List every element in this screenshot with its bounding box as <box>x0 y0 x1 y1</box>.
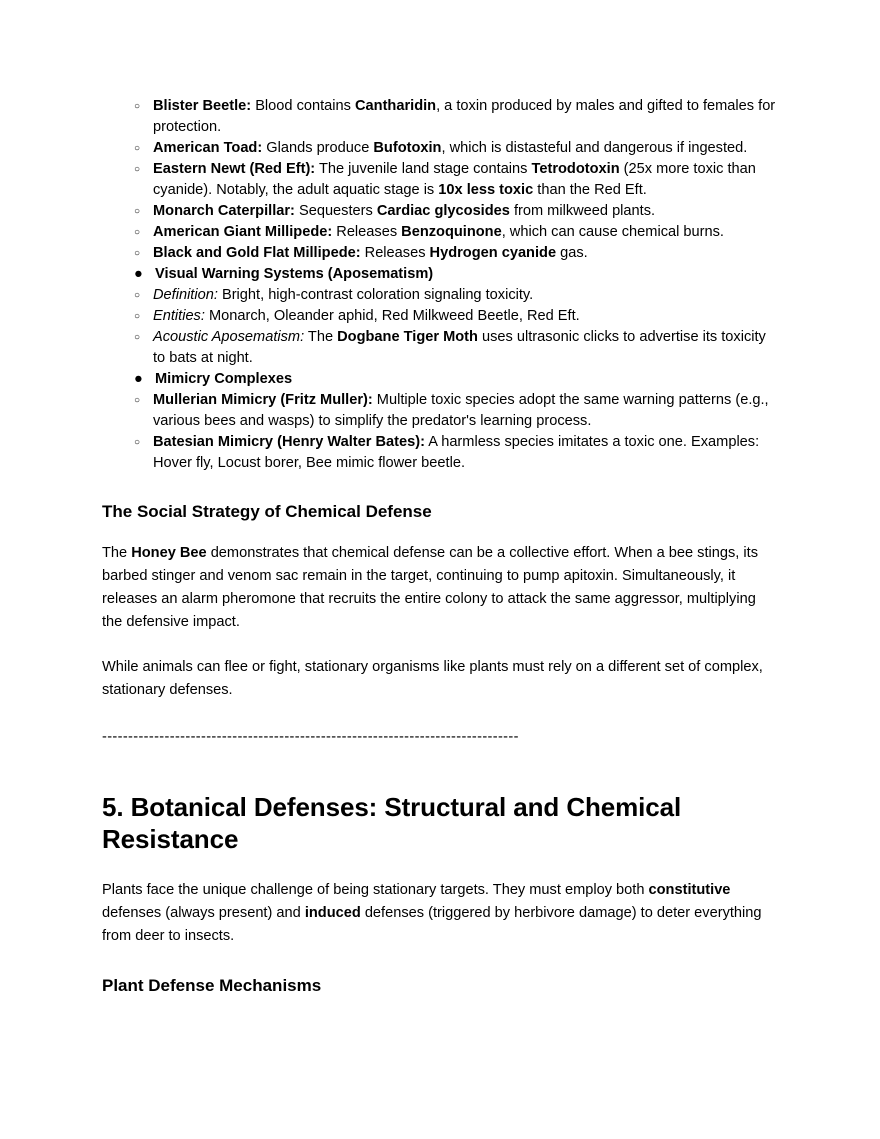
honeybee-paragraph-block <box>102 542 778 634</box>
outline-item-level1-text <box>155 369 778 390</box>
outline-item-level2-text <box>153 390 778 432</box>
text-run: Bright, high-contrast coloration signaling toxicity. <box>217 287 534 303</box>
text-run: , which can cause chemical burns. <box>501 224 724 240</box>
bold-term: Dogbane Tiger Moth <box>337 329 478 345</box>
bold-term: constitutive <box>648 882 731 898</box>
bullet-hollow-icon: ○ <box>134 164 141 175</box>
bullet-hollow-icon: ○ <box>134 332 141 343</box>
bold-term: 10x less toxic <box>438 182 534 198</box>
text-run: Multiple toxic species adopt the same warning patterns (e.g., various bees and wasps) to simplify the predator's learning process. <box>153 392 769 429</box>
outline-item-level2-text <box>153 159 778 201</box>
text-run: Blood contains <box>251 98 355 114</box>
bullet-hollow-icon: ○ <box>134 143 141 154</box>
outline-item-level2 <box>102 96 778 138</box>
outline-list <box>102 96 778 474</box>
bold-term: Visual Warning Systems (Aposematism) <box>155 266 434 282</box>
plants-intro-paragraph <box>102 879 778 948</box>
text-run: uses ultrasonic clicks to advertise its toxicity to bats at night. <box>153 329 766 366</box>
outline-item-level1 <box>102 369 778 390</box>
outline-item-level2 <box>102 285 778 306</box>
outline-item-level1-text <box>155 264 778 285</box>
text-run: While animals can flee or fight, stationary organisms like plants must rely on a different set of complex, stationary defenses. <box>102 659 763 698</box>
outline-sublist-container <box>102 390 778 474</box>
bold-term: Batesian Mimicry (Henry Walter Bates): <box>153 434 425 450</box>
bold-term: Hydrogen cyanide <box>429 245 557 261</box>
bullet-hollow-icon: ○ <box>134 395 141 406</box>
bold-term: Bufotoxin <box>373 140 442 156</box>
dashed-separator: -------------------------------------------------------------------------------- <box>102 729 519 745</box>
outline-list-container <box>102 96 778 474</box>
outline-item-level2 <box>102 243 778 264</box>
text-run: The <box>102 545 132 561</box>
plants-intro-paragraph-block <box>102 879 778 948</box>
transition-paragraph <box>102 656 778 702</box>
outline-sublist-container <box>102 285 778 369</box>
bold-term: Benzoquinone <box>401 224 502 240</box>
outline-item-level2 <box>102 306 778 327</box>
bold-term: Blister Beetle: <box>153 98 252 114</box>
bold-term: Cantharidin <box>355 98 437 114</box>
outline-item-level2 <box>102 327 778 369</box>
bullet-hollow-icon: ○ <box>134 437 141 448</box>
outline-item-level2 <box>102 138 778 159</box>
botanical-section-heading: 5. Botanical Defenses: Structural and Chemical Resistance <box>102 792 682 854</box>
outline-item-level2-text <box>153 138 778 159</box>
text-run: defenses (triggered by herbivore damage) to deter everything from deer to insects. <box>102 905 762 944</box>
bullet-hollow-icon: ○ <box>134 248 141 259</box>
section-separator-block <box>102 729 778 745</box>
outline-item-level2-text <box>153 96 778 138</box>
italic-term: Acoustic Aposematism: <box>153 329 305 345</box>
bold-term: Tetrodotoxin <box>531 161 620 177</box>
plant-mechanisms-header-block <box>102 975 778 997</box>
text-run: Monarch, Oleander aphid, Red Milkweed Beetle, Red Eft. <box>204 308 580 324</box>
text-run: The juvenile land stage contains <box>315 161 532 177</box>
bold-term: Cardiac glycosides <box>376 203 510 219</box>
bullet-filled-icon: ● <box>134 371 143 387</box>
outline-item-level2-text <box>153 432 778 474</box>
bold-term: American Giant Millipede: <box>153 224 333 240</box>
outline-item-level2 <box>102 222 778 243</box>
outline-item-level2-text <box>153 222 778 243</box>
bold-term: American Toad: <box>153 140 263 156</box>
text-run: gas. <box>556 245 588 261</box>
outline-item-level2 <box>102 201 778 222</box>
outline-sublist <box>102 96 778 264</box>
text-run: (25x more toxic than cyanide). Notably, the adult aquatic stage is <box>153 161 756 198</box>
text-run: than the Red Eft. <box>533 182 647 198</box>
outline-sublist-container <box>102 96 778 264</box>
text-run: Plants face the unique challenge of being stationary targets. They must employ both <box>102 882 649 898</box>
bold-term: Honey Bee <box>131 545 207 561</box>
bold-term: Monarch Caterpillar: <box>153 203 295 219</box>
bold-term: Mullerian Mimicry (Fritz Muller): <box>153 392 373 408</box>
text-run: A harmless species imitates a toxic one. Examples: Hover fly, Locust borer, Bee mimic flower beetle. <box>153 434 760 471</box>
text-run: Glands produce <box>262 140 374 156</box>
bold-term: induced <box>304 905 361 921</box>
bold-term: Mimicry Complexes <box>155 371 293 387</box>
bullet-hollow-icon: ○ <box>134 290 141 301</box>
outline-item-level2-text <box>153 327 778 369</box>
bullet-hollow-icon: ○ <box>134 206 141 217</box>
outline-item-level2 <box>102 159 778 201</box>
social-strategy-heading: The Social Strategy of Chemical Defense <box>102 502 432 521</box>
bullet-hollow-icon: ○ <box>134 311 141 322</box>
outline-item-level1 <box>102 264 778 285</box>
outline-item-level2-text <box>153 201 778 222</box>
outline-item-level2-text <box>153 306 778 327</box>
italic-term: Definition: <box>153 287 218 303</box>
outline-item-level2-text <box>153 285 778 306</box>
text-run: , which is distasteful and dangerous if ingested. <box>441 140 748 156</box>
bold-term: Eastern Newt (Red Eft): <box>153 161 316 177</box>
botanical-section-header-block <box>102 791 778 855</box>
bold-term: Black and Gold Flat Millipede: <box>153 245 361 261</box>
social-strategy-section <box>102 501 778 523</box>
honeybee-paragraph <box>102 542 778 634</box>
outline-item-level2 <box>102 390 778 432</box>
text-run: defenses (always present) and <box>102 905 305 921</box>
document-content <box>102 96 778 997</box>
bullet-hollow-icon: ○ <box>134 227 141 238</box>
text-run: , a toxin produced by males and gifted to females for protection. <box>153 98 776 135</box>
text-run: from milkweed plants. <box>509 203 656 219</box>
italic-term: Entities: <box>153 308 205 324</box>
bullet-hollow-icon: ○ <box>134 101 141 112</box>
outline-item-level2-text <box>153 243 778 264</box>
text-run: The <box>304 329 338 345</box>
text-run: demonstrates that chemical defense can be a collective effort. When a bee stings, its barbed stinger and venom sac remain in the target, continuing to pump apitoxin. Simultaneously, it releases an alarm pheromone that recruits the entire colony to attack the same aggressor, multiplying the defensive impact. <box>102 545 758 630</box>
outline-sublist <box>102 390 778 474</box>
outline-item-level2 <box>102 432 778 474</box>
text-run: Releases <box>332 224 402 240</box>
plant-defense-mechanisms-heading: Plant Defense Mechanisms <box>102 976 322 995</box>
transition-paragraph-block <box>102 656 778 702</box>
outline-sublist <box>102 285 778 369</box>
bullet-filled-icon: ● <box>134 266 143 282</box>
text-run: Releases <box>360 245 430 261</box>
text-run: Sequesters <box>294 203 377 219</box>
